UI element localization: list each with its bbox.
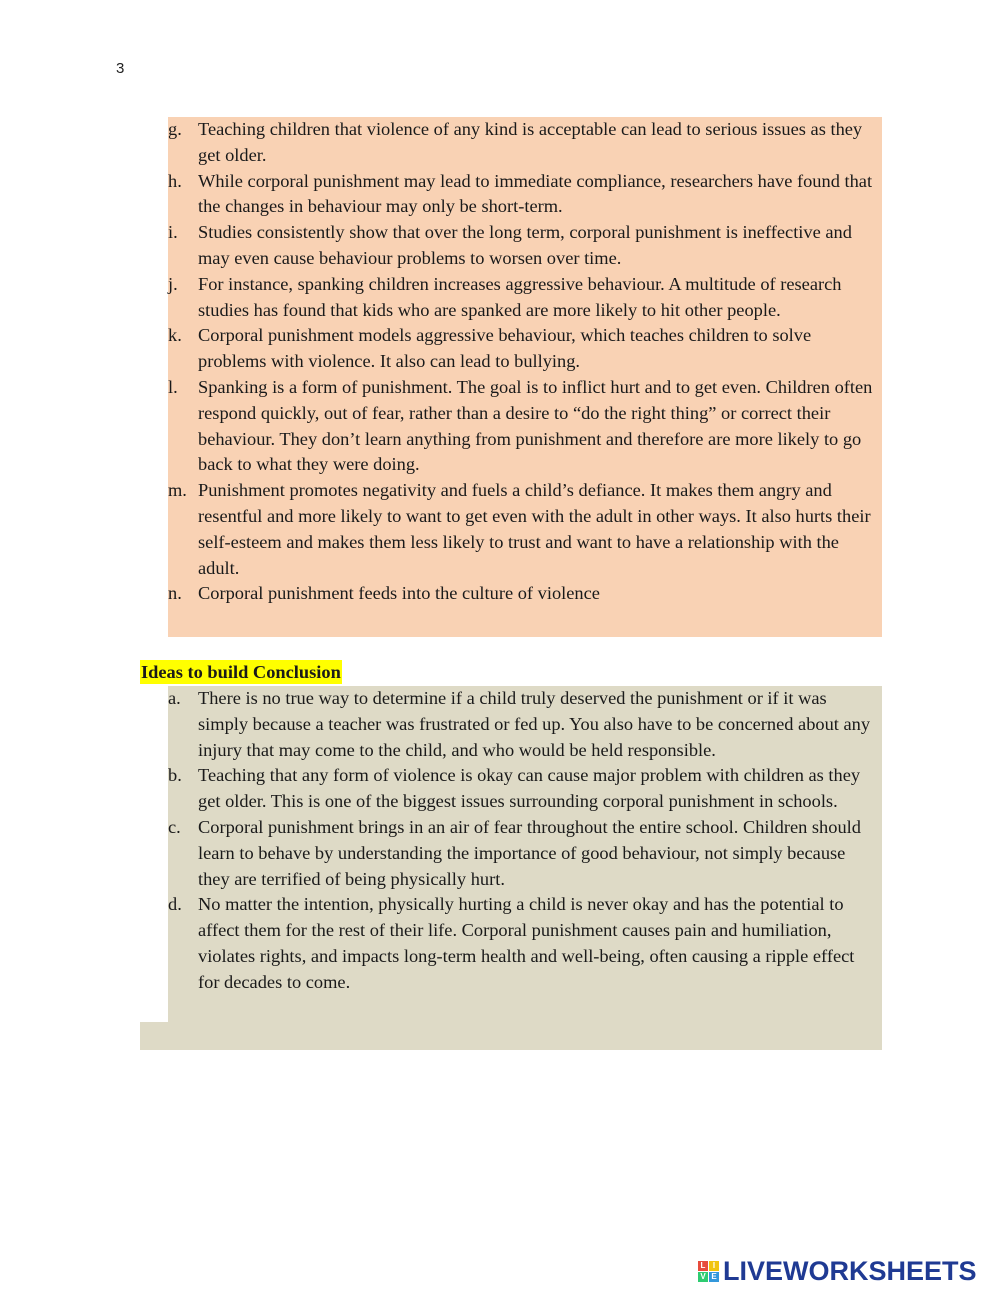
list-marker: j. [168,273,178,294]
list-marker: n. [168,583,182,604]
list-item-text: For instance, spanking children increases aggressive behaviour. A multitude of research studies has found that kids who are spanked are more likely to hit other people. [198,273,842,320]
list-item [168,581,880,607]
list-item [168,117,880,169]
list-item-text: Teaching that any form of violence is okay can cause major problem with children as they get older. This is one of the biggest issues surrounding corporal punishment in schools. [198,765,861,812]
list-item-text: Punishment promotes negativity and fuels a child’s defiance. It makes them angry and resentful and more likely to want to get even with the adult in other ways. It also hurts their self-esteem and makes them less likely to trust and want to have a relationship with the adult. [198,480,871,578]
list-item [168,220,880,272]
section-b-background-foot [140,1022,882,1050]
list-item-text: No matter the intention, physically hurting a child is never okay and has the potential to affect them for the rest of their life. Corporal punishment causes pain and humiliation, violates rights, and impacts long-term health and well-being, often causing a ripple effect for decades to come. [198,894,855,992]
list-item-text: Corporal punishment feeds into the culture of violence [198,583,600,604]
list-item-text: Teaching children that violence of any kind is acceptable can lead to serious issues as they get older. [198,119,863,165]
list-item [168,892,880,995]
page-number: 3 [116,60,125,77]
list-item [168,478,880,581]
list-item-text: There is no true way to determine if a child truly deserved the punishment or if it was simply because a teacher was frustrated or fed up. You also have to be concerned about any injury that may come to the child, and who would be held responsible. [198,688,871,760]
list-item-text: Corporal punishment brings in an air of fear throughout the entire school. Children should learn to behave by understanding the importance of good behaviour, not simply because they are terrified of being physically hurt. [198,816,861,889]
section-b-list [168,686,880,996]
list-item [168,323,880,375]
liveworksheets-logo[interactable] [698,1257,977,1285]
logo-mark-letter: I [709,1261,719,1271]
list-marker: m. [168,480,187,501]
list-marker: b. [168,765,182,786]
list-item-text: Studies consistently show that over the long term, corporal punishment is ineffective and may even cause behaviour problems to worsen over time. [198,222,852,268]
list-item [168,169,880,221]
list-item-text: Spanking is a form of punishment. The goal is to inflict hurt and to get even. Children often respond quickly, out of fear, rather than a desire to “do the right thing” or correct their behaviour. They don’t learn anything from punishment and therefore are more likely to go back to what they were doing. [198,376,873,475]
list-marker: l. [168,376,178,397]
list-item-text: Corporal punishment models aggressive behaviour, which teaches children to solve problems with violence. It also can lead to bullying. [198,325,812,372]
list-item [168,686,880,763]
list-item-text: While corporal punishment may lead to immediate compliance, researchers have found that the changes in behaviour may only be short-term. [198,170,873,217]
list-marker: h. [168,170,182,191]
list-item [168,375,880,478]
logo-mark-letter: L [698,1261,708,1271]
list-marker: g. [168,119,182,139]
logo-mark-letter: V [698,1272,708,1282]
list-marker: d. [168,894,182,915]
list-marker: a. [168,688,181,708]
section-a-list [168,117,880,607]
list-marker: c. [168,816,181,837]
list-marker: i. [168,222,178,243]
logo-mark-letter: E [709,1272,719,1282]
logo-text: LIVEWORKSHEETS [723,1255,977,1286]
list-marker: k. [168,325,182,346]
list-item [168,272,880,324]
section-b-heading: Ideas to build Conclusion [141,662,341,682]
logo-mark-icon [698,1261,719,1282]
list-item [168,815,880,892]
list-item [168,763,880,815]
